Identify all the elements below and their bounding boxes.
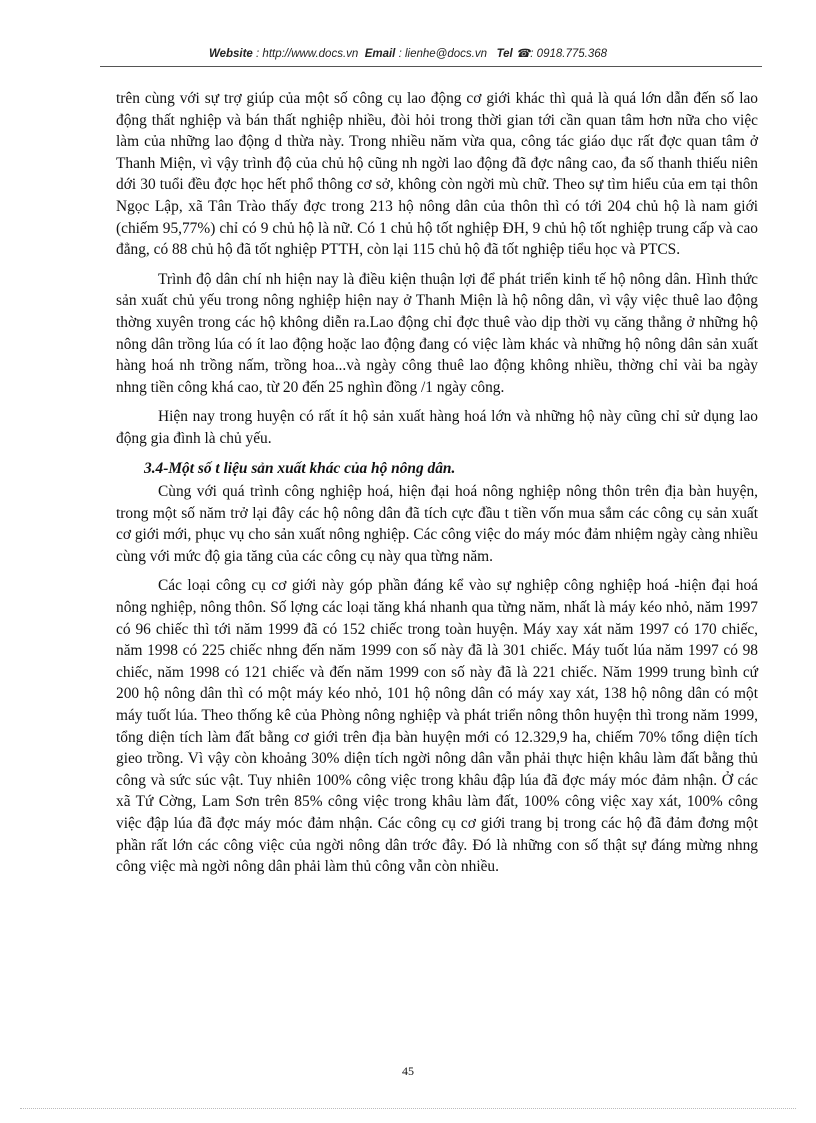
email-value[interactable]: : lienhe@docs.vn bbox=[398, 48, 487, 60]
paragraph-5: Các loại công cụ cơ giới này góp phần đáng kể vào sự nghiệp công nghiệp hoá -hiện đại hoá nông nghiệp, nông thôn. Số lợng các loại tăng khá nhanh qua từng năm, nhất là máy kéo nhỏ, năm 1997 có 96 chiếc thì tới năm 1999 đã có 152 chiếc trong toàn huyện. Máy xay xát năm 1997 có 170 chiếc, năm 1998 có 225 chiếc nhng đến năm 1999 con số này đã là 301 chiếc. Máy tuốt lúa năm 1997 có 98 chiếc, năm 1998 có 121 chiếc và đến năm 1999 con số này đã là 221 chiếc. Năm 1999 trung bình cứ 200 hộ nông dân thì có một máy kéo nhỏ, 101 hộ nông dân có máy xay xát, 138 hộ nông dân có một máy tuốt lúa. Theo thống kê của Phòng nông nghiệp và phát triển nông thôn huyện thì trong năm 1999, tổng diện tích làm đất bằng cơ giới trên địa bàn huyện mới có 12.329,9 ha, chiếm 70% tổng diện tích gieo trồng. Vì vậy còn khoảng 30% diện tích ngời nông dân vẫn phải thực hiện khâu làm đất bằng thủ công và sức súc vật. Tuy nhiên 100% công việc trong khâu đập lúa đã đợc máy móc đảm nhận. Ở các xã Tứ Cờng, Lam Sơn trên 85% công việc trong khâu làm đất, 100% công việc xay xát, 100% công việc đập lúa đã đợc máy móc đảm nhận. Các công cụ cơ giới trang bị trong các hộ đã đảm đơng một phần rất lớn các công việc của ngời nông dân trớc đây. Đó là những con số thật sự đáng mừng nhng công việc mà ngời nông dân phải làm thủ công vẫn còn nhiều. bbox=[116, 577, 758, 876]
tel-value: : 0918.775.368 bbox=[530, 48, 608, 60]
page-header bbox=[0, 46, 816, 60]
page-number: 45 bbox=[402, 1064, 414, 1078]
tel-label: Tel bbox=[496, 48, 513, 60]
website-url[interactable]: : http://www.docs.vn bbox=[256, 48, 359, 60]
header-divider bbox=[100, 66, 762, 67]
paragraph-2: Trình độ dân chí nh hiện nay là điều kiện thuận lợi để phát triển kinh tế hộ nông dân. Hình thức sản xuất chủ yếu trong nông nghiệp hiện nay ở Thanh Miện là hộ nông dân, vì vậy việc thuê lao động thờng xuyên trong các hộ không diễn ra.Lao động chỉ đợc thuê vào dịp thời vụ căng thẳng ở những hộ nông dân trồng lúa có ít lao động hoặc lao động đang có việc làm khác và những hộ nông dân sản xuất hàng hoá nh trồng nấm, trồng hoa...và ngày công thuê lao động không nhiều, thờng chỉ vài ba ngày nhng tiền công khá cao, từ 20 đến 25 nghìn đồng /1 ngày công. bbox=[116, 270, 758, 396]
document-body bbox=[116, 88, 758, 886]
phone-icon: ☎ bbox=[515, 48, 531, 60]
paragraph-1: trên cùng với sự trợ giúp của một số công cụ lao động cơ giới khác thì quả là quá lớn dẫn đến số lao động thất nghiệp và bán thất nghiệp nhiều, đòi hỏi trong thời gian tới cần quan tâm hơn nữa cho việc làm của những lao động d thừa này. Trong nhiều năm vừa qua, công tác giáo dục rất đợc quan tâm ở Thanh Miện, vì vậy trình độ của chủ hộ cũng nh ngời lao động đã đợc nâng cao, đa số thanh thiếu niên dới 30 tuổi đều đợc học hết phổ thông cơ sở, không còn ngời mù chữ. Theo sự tìm hiểu của em tại thôn Ngọc Lập, xã Tân Trào thấy đợc trong 213 hộ nông dân của thôn thì có tới 204 chủ hộ là nam giới (chiếm 95,77%) chỉ có 9 chủ hộ là nữ. Có 1 chủ hộ tốt nghiệp ĐH, 9 chủ hộ tốt nghiệp trung cấp và cao đẳng, có 88 chủ hộ đã tốt nghiệp PTTH, còn lại 115 chủ hộ đã tốt nghiệp tiểu học và PTCS. bbox=[116, 90, 758, 259]
paragraph-4: Cùng với quá trình công nghiệp hoá, hiện đại hoá nông nghiệp nông thôn trên địa bàn huyện, trong một số năm trở lại đây các hộ nông dân đã tích cực đầu t tiền vốn mua sắm các công cụ sản xuất cơ giới mới, phục vụ cho sản xuất nông nghiệp. Các công việc do máy móc đảm nhiệm ngày càng nhiều cùng với mức độ gia tăng của các công cụ này qua từng năm. bbox=[116, 483, 758, 565]
footer-divider bbox=[20, 1108, 796, 1109]
website-label: Website bbox=[208, 48, 253, 60]
paragraph-3: Hiện nay trong huyện có rất ít hộ sản xuất hàng hoá lớn và những hộ này cũng chỉ sử dụng lao động gia đình là chủ yếu. bbox=[116, 408, 758, 447]
section-heading: 3.4-Một số t liệu sản xuất khác của hộ nông dân. bbox=[144, 459, 456, 477]
email-label: Email bbox=[364, 48, 396, 60]
